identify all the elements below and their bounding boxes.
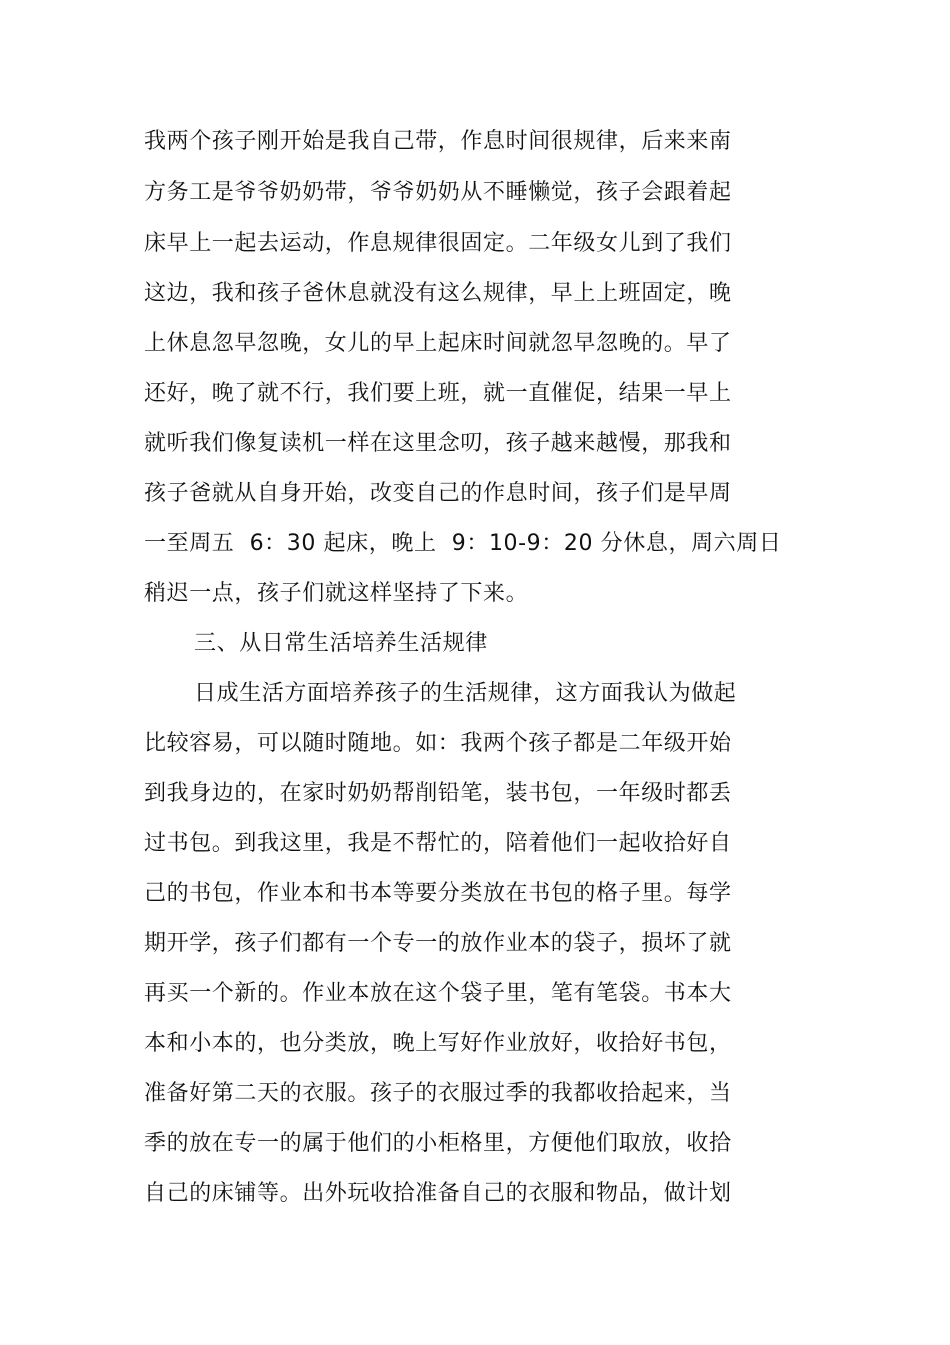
text-line: 孩子爸就从自身开始，改变自己的作息时间，孩子们是早周 <box>144 481 732 506</box>
text-line: 本和小本的，也分类放，晚上写好作业放好，收拾好书包， <box>144 1031 732 1056</box>
section-heading: 三、从日常生活培养生活规律 <box>194 631 488 656</box>
text-line: 到我身边的，在家时奶奶帮削铅笔，装书包，一年级时都丢 <box>144 781 732 806</box>
text-line: 比较容易，可以随时随地。如：我两个孩子都是二年级开始 <box>144 731 732 756</box>
text-line: 准备好第二天的衣服。孩子的衣服过季的我都收拾起来，当 <box>144 1081 732 1106</box>
text-line: 己的书包，作业本和书本等要分类放在书包的格子里。每学 <box>144 881 732 906</box>
text-line: 方务工是爷爷奶奶带，爷爷奶奶从不睡懒觉，孩子会跟着起 <box>144 180 732 205</box>
text-line: 再买一个新的。作业本放在这个袋子里，笔有笔袋。书本大 <box>144 981 732 1006</box>
text-line: 还好，晚了就不行，我们要上班，就一直催促，结果一早上 <box>144 381 732 406</box>
text-line: 稍迟一点，孩子们就这样坚持了下来。 <box>144 581 529 606</box>
text-line: 床早上一起去运动，作息规律很固定。二年级女儿到了我们 <box>144 231 732 256</box>
text-line: 过书包。到我这里，我是不帮忙的，陪着他们一起收拾好自 <box>144 831 732 856</box>
text-line: 自己的床铺等。出外玩收拾准备自己的衣服和物品，做计划 <box>144 1181 732 1206</box>
text-line: 一至周五 6：30 起床，晚上 9：10-9：20 分休息，周六周日 <box>144 531 782 556</box>
text-line: 我两个孩子刚开始是我自己带，作息时间很规律，后来来南 <box>144 129 732 154</box>
text-line: 就听我们像复读机一样在这里念叨，孩子越来越慢，那我和 <box>144 431 732 456</box>
text-line: 上休息忽早忽晚，女儿的早上起床时间就忽早忽晚的。早了 <box>144 331 732 356</box>
text-line: 季的放在专一的属于他们的小柜格里，方便他们取放，收拾 <box>144 1131 732 1156</box>
text-line: 期开学，孩子们都有一个专一的放作业本的袋子，损坏了就 <box>144 931 732 956</box>
text-line: 日成生活方面培养孩子的生活规律，这方面我认为做起 <box>194 681 737 706</box>
text-line: 这边，我和孩子爸休息就没有这么规律，早上上班固定，晚 <box>144 281 732 306</box>
